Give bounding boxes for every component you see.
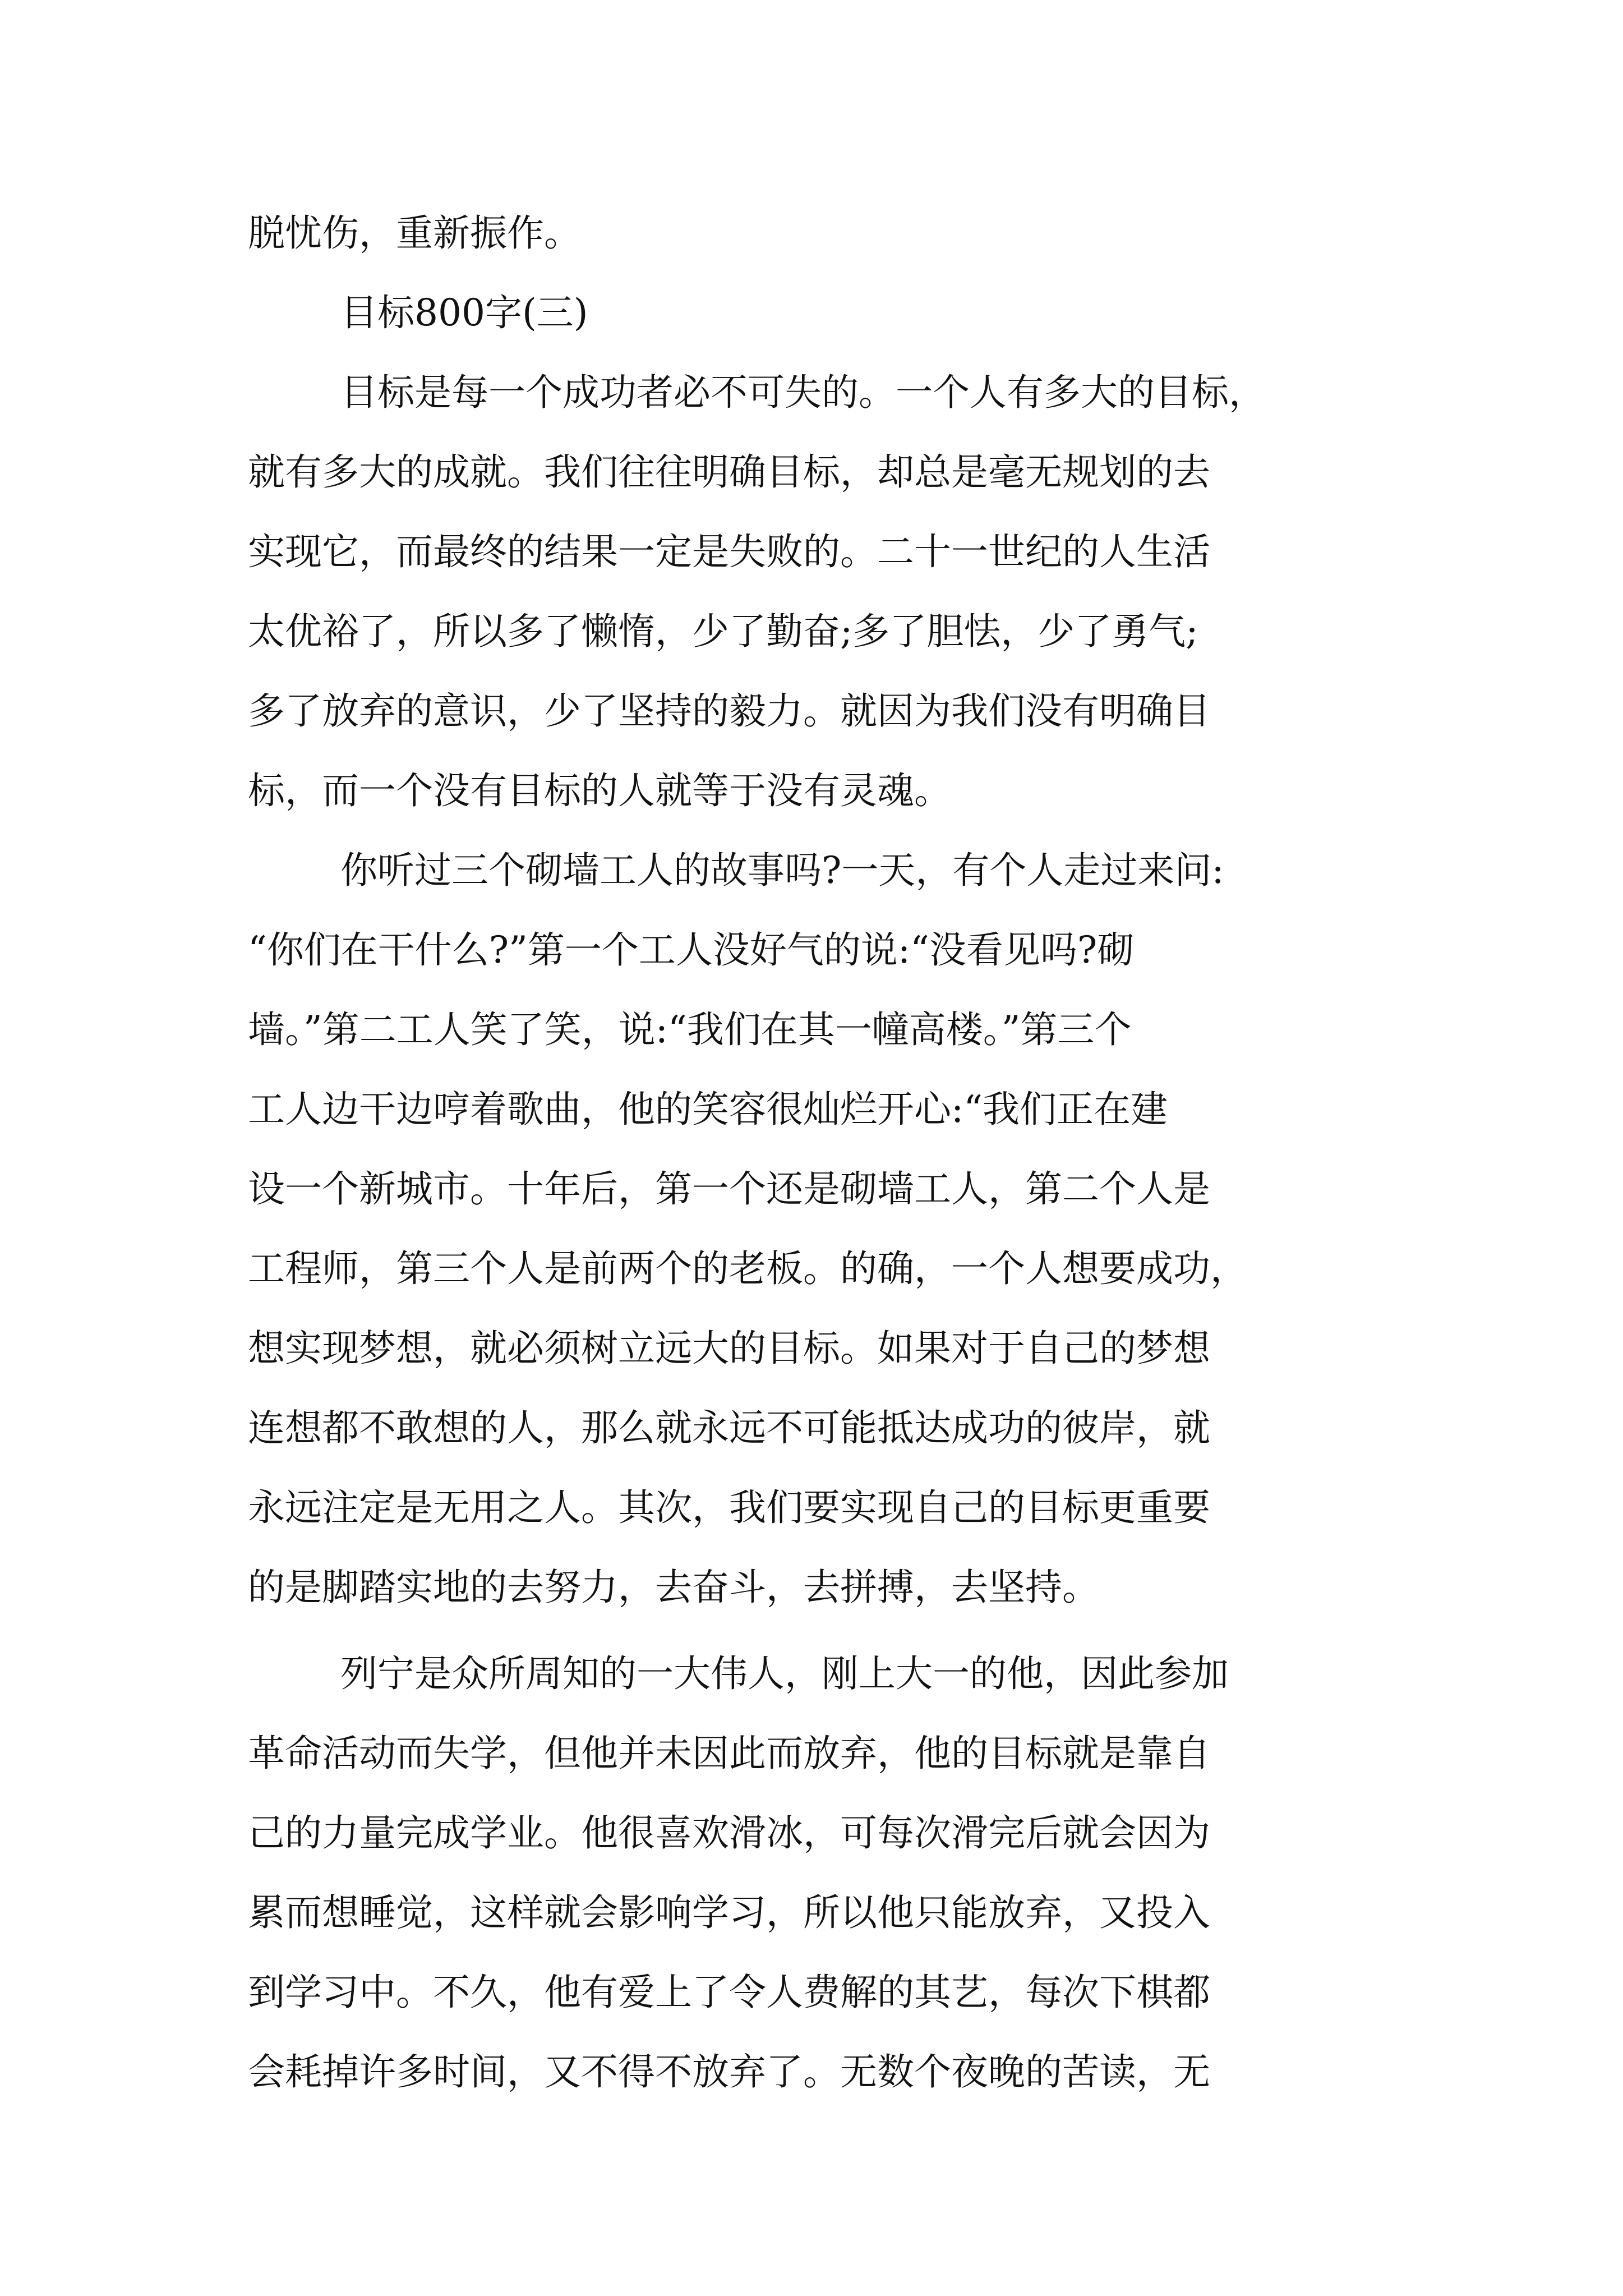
text-line: 目标是每一个成功者必不可失的。一个人有多大的目标，: [340, 371, 1266, 414]
text-line: 太优裕了，所以多了懒惰，少了勤奋;多了胆怯，少了勇气;: [248, 610, 1198, 653]
text-line: 想实现梦想，就必须树立远大的目标。如果对于自己的梦想: [248, 1327, 1210, 1370]
document-body: [248, 194, 1414, 2112]
text-line: 标，而一个没有目标的人就等于没有灵魂。: [248, 769, 951, 812]
text-line: 己的力量完成学业。他很喜欢滑冰，可每次滑完后就会因为: [248, 1811, 1210, 1855]
text-line: 累而想睡觉，这样就会影响学习，所以他只能放弃，又投入: [248, 1891, 1210, 1934]
text-line: 工人边干边哼着歌曲，他的笑容很灿烂开心:“我们正在建: [248, 1088, 1168, 1131]
text-line: 墙。”第二工人笑了笑，说:“我们在其一幢高楼。”第三个: [248, 1008, 1132, 1051]
text-line: “你们在干什么?”第一个工人没好气的说:“没看见吗?砌: [248, 928, 1135, 972]
text-line: 实现它，而最终的结果一定是失败的。二十一世纪的人生活: [248, 530, 1210, 573]
text-line: 工程师，第三个人是前两个的老板。的确，一个人想要成功，: [248, 1247, 1247, 1290]
text-line: 会耗掉许多时间，又不得不放弃了。无数个夜晚的苦读，无: [248, 2050, 1210, 2093]
text-line: 多了放弃的意识，少了坚持的毅力。就因为我们没有明确目: [248, 689, 1210, 733]
text-line: 列宁是众所周知的一大伟人，刚上大一的他，因此参加: [340, 1652, 1229, 1695]
text-line: 的是脚踏实地的去努力，去奋斗，去拼搏，去坚持。: [248, 1566, 1099, 1609]
text-line: 你听过三个砌墙工人的故事吗?一天，有个人走过来问:: [340, 849, 1224, 892]
text-line: 设一个新城市。十年后，第一个还是砌墙工人，第二个人是: [248, 1167, 1210, 1211]
text-line: 革命活动而失学，但他并未因此而放弃，他的目标就是靠自: [248, 1732, 1210, 1775]
text-line: 永远注定是无用之人。其次，我们要实现自己的目标更重要: [248, 1486, 1210, 1529]
text-line: 到学习中。不久，他有爱上了令人费解的其艺，每次下棋都: [248, 1971, 1210, 2014]
section-heading: 目标800字(三): [340, 291, 588, 334]
text-line: 连想都不敢想的人，那么就永远不可能抵达成功的彼岸，就: [248, 1406, 1210, 1450]
text-line: 脱忧伤，重新振作。: [248, 211, 581, 255]
text-line: 就有多大的成就。我们往往明确目标，却总是毫无规划的去: [248, 450, 1210, 494]
